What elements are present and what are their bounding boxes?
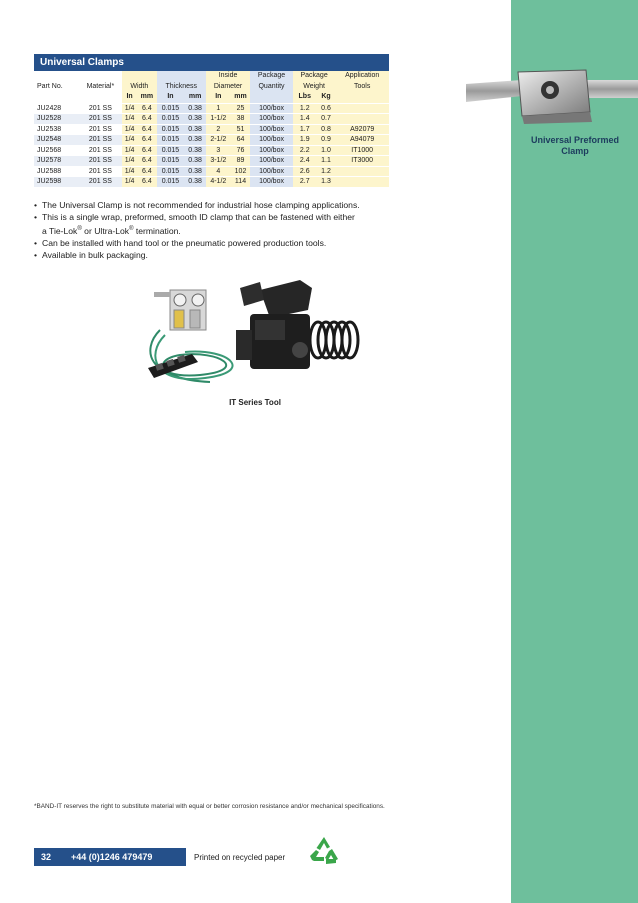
cell-tool (335, 166, 389, 177)
cell-thick-in: 0.015 (157, 177, 185, 187)
cell-dia-in: 1-1/2 (206, 114, 231, 125)
cell-dia-in: 4-1/2 (206, 177, 231, 187)
cell-weight-lbs: 2.7 (293, 177, 317, 187)
cell-width-in: 1/4 (122, 145, 137, 156)
phone-number: +44 (0)1246 479479 (71, 852, 153, 862)
header-weight-1: Package (293, 71, 336, 82)
cell-width-mm: 6.4 (137, 166, 156, 177)
cell-material: 201 SS (79, 166, 122, 177)
cell-tool: A94079 (335, 135, 389, 146)
header-diameter-1: Inside (206, 71, 250, 82)
unit-width-in: In (122, 92, 137, 103)
table-row (34, 135, 389, 146)
cell-thick-mm: 0.38 (184, 135, 206, 146)
tool-photo (140, 270, 370, 390)
cell-thick-mm: 0.38 (184, 114, 206, 125)
cell-thick-in: 0.015 (157, 156, 185, 167)
cell-dia-mm: 25 (231, 103, 250, 114)
cell-dia-mm: 76 (231, 145, 250, 156)
cell-thick-mm: 0.38 (184, 103, 206, 114)
clamp-photo (462, 66, 638, 126)
cell-tool: A92079 (335, 124, 389, 135)
footer-bar (34, 848, 186, 866)
cell-thick-in: 0.015 (157, 145, 185, 156)
cell-weight-lbs: 2.2 (293, 145, 317, 156)
cell-width-mm: 6.4 (137, 145, 156, 156)
side-caption: Universal Preformed Clamp (530, 135, 620, 156)
cell-width-mm: 6.4 (137, 177, 156, 187)
cell-dia-mm: 51 (231, 124, 250, 135)
unit-dia-in: In (206, 92, 231, 103)
cell-part: JU2538 (34, 124, 79, 135)
cell-weight-kg: 1.2 (317, 166, 336, 177)
cell-tool (335, 103, 389, 114)
cell-weight-kg: 1.3 (317, 177, 336, 187)
cell-dia-mm: 102 (231, 166, 250, 177)
cell-width-in: 1/4 (122, 166, 137, 177)
cell-weight-lbs: 1.2 (293, 103, 317, 114)
cell-width-mm: 6.4 (137, 124, 156, 135)
header-part-no: Part No. (34, 82, 79, 93)
table-row (34, 114, 389, 125)
cell-width-mm: 6.4 (137, 114, 156, 125)
bullet-item (34, 211, 474, 237)
cell-weight-kg: 0.6 (317, 103, 336, 114)
header-thickness: Thickness (157, 82, 206, 93)
header-weight-2: Weight (293, 82, 336, 93)
cell-weight-kg: 1.1 (317, 156, 336, 167)
bullet-item (34, 249, 474, 261)
cell-material: 201 SS (79, 103, 122, 114)
cell-thick-in: 0.015 (157, 103, 185, 114)
cell-part: JU2588 (34, 166, 79, 177)
footnote: *BAND-IT reserves the right to substitute material with equal or better corrosion resistance and/or mechanical specifications. (34, 803, 385, 810)
cell-dia-in: 3-1/2 (206, 156, 231, 167)
table-row (34, 145, 389, 156)
cell-thick-mm: 0.38 (184, 156, 206, 167)
cell-dia-mm: 64 (231, 135, 250, 146)
cell-thick-mm: 0.38 (184, 177, 206, 187)
cell-width-in: 1/4 (122, 177, 137, 187)
spec-table-block (34, 54, 389, 187)
cell-weight-lbs: 1.7 (293, 124, 317, 135)
table-row (34, 124, 389, 135)
cell-dia-in: 2-1/2 (206, 135, 231, 146)
bullet-text: Available in bulk packaging. (42, 249, 148, 260)
registered-mark: ® (129, 226, 134, 232)
page-footer (34, 848, 285, 866)
cell-tool: IT1000 (335, 145, 389, 156)
registered-mark: ® (77, 226, 82, 232)
cell-tool: IT3000 (335, 156, 389, 167)
cell-part: JU2428 (34, 103, 79, 114)
cell-part: JU2598 (34, 177, 79, 187)
header-diameter-2: Diameter (206, 82, 250, 93)
unit-wt-lbs: Lbs (293, 92, 317, 103)
cell-dia-mm: 38 (231, 114, 250, 125)
cell-tool (335, 114, 389, 125)
tool-caption: IT Series Tool (229, 398, 281, 407)
cell-quantity: 100/box (250, 156, 293, 167)
unit-thick-in: In (157, 92, 185, 103)
cell-quantity: 100/box (250, 135, 293, 146)
cell-quantity: 100/box (250, 145, 293, 156)
cell-material: 201 SS (79, 124, 122, 135)
cell-dia-in: 3 (206, 145, 231, 156)
bullet-text: This is a single wrap, preformed, smooth ID clamp that can be fastened with either (42, 212, 355, 222)
cell-material: 201 SS (79, 135, 122, 146)
cell-quantity: 100/box (250, 114, 293, 125)
cell-dia-in: 1 (206, 103, 231, 114)
spec-table (34, 71, 389, 187)
bullet-text: Can be installed with hand tool or the pneumatic powered production tools. (42, 237, 327, 248)
cell-material: 201 SS (79, 145, 122, 156)
cell-width-mm: 6.4 (137, 156, 156, 167)
bullet-item (34, 237, 474, 249)
unit-thick-mm: mm (184, 92, 206, 103)
bullet-text: a Tie-Lok (42, 225, 78, 236)
cell-width-in: 1/4 (122, 103, 137, 114)
cell-part: JU2548 (34, 135, 79, 146)
cell-thick-in: 0.015 (157, 135, 185, 146)
cell-weight-lbs: 2.4 (293, 156, 317, 167)
cell-width-mm: 6.4 (137, 103, 156, 114)
table-row (34, 156, 389, 167)
cell-dia-mm: 89 (231, 156, 250, 167)
table-title: Universal Clamps (34, 54, 389, 71)
header-tools-2: Tools (335, 82, 389, 93)
cell-thick-in: 0.015 (157, 166, 185, 177)
cell-width-in: 1/4 (122, 135, 137, 146)
cell-part: JU2528 (34, 114, 79, 125)
cell-part: JU2578 (34, 156, 79, 167)
cell-quantity: 100/box (250, 177, 293, 187)
cell-thick-in: 0.015 (157, 114, 185, 125)
header-quantity-2: Quantity (250, 82, 293, 93)
feature-bullets (34, 199, 474, 261)
table-row (34, 166, 389, 177)
cell-weight-kg: 0.8 (317, 124, 336, 135)
header-width: Width (122, 82, 157, 93)
bullet-text: or Ultra-Lok (81, 225, 130, 236)
cell-thick-in: 0.015 (157, 124, 185, 135)
cell-material: 201 SS (79, 177, 122, 187)
cell-quantity: 100/box (250, 124, 293, 135)
cell-weight-kg: 0.7 (317, 114, 336, 125)
spec-table-body (34, 103, 389, 187)
cell-weight-lbs: 1.9 (293, 135, 317, 146)
cell-weight-lbs: 2.6 (293, 166, 317, 177)
cell-dia-in: 4 (206, 166, 231, 177)
cell-weight-kg: 0.9 (317, 135, 336, 146)
header-quantity-1: Package (250, 71, 293, 82)
header-tools-1: Application (335, 71, 389, 82)
cell-thick-mm: 0.38 (184, 166, 206, 177)
bullet-item (34, 199, 474, 211)
cell-width-mm: 6.4 (137, 135, 156, 146)
cell-material: 201 SS (79, 114, 122, 125)
header-material: Material* (79, 82, 122, 93)
cell-weight-kg: 1.0 (317, 145, 336, 156)
unit-wt-kg: Kg (317, 92, 336, 103)
cell-quantity: 100/box (250, 103, 293, 114)
recycled-note: Printed on recycled paper (194, 852, 286, 862)
cell-dia-in: 2 (206, 124, 231, 135)
table-row (34, 177, 389, 187)
cell-tool (335, 177, 389, 187)
cell-width-in: 1/4 (122, 124, 137, 135)
cell-dia-mm: 114 (231, 177, 250, 187)
table-row (34, 103, 389, 114)
cell-weight-lbs: 1.4 (293, 114, 317, 125)
cell-thick-mm: 0.38 (184, 145, 206, 156)
cell-quantity: 100/box (250, 166, 293, 177)
cell-width-in: 1/4 (122, 156, 137, 167)
cell-thick-mm: 0.38 (184, 124, 206, 135)
unit-dia-mm: mm (231, 92, 250, 103)
bullet-text: The Universal Clamp is not recommended for industrial hose clamping applications. (42, 200, 360, 210)
cell-width-in: 1/4 (122, 114, 137, 125)
cell-part: JU2568 (34, 145, 79, 156)
bullet-text: termination. (133, 225, 181, 236)
cell-material: 201 SS (79, 156, 122, 167)
unit-width-mm: mm (137, 92, 156, 103)
page-number: 32 (41, 852, 52, 862)
recycle-icon (308, 836, 340, 866)
